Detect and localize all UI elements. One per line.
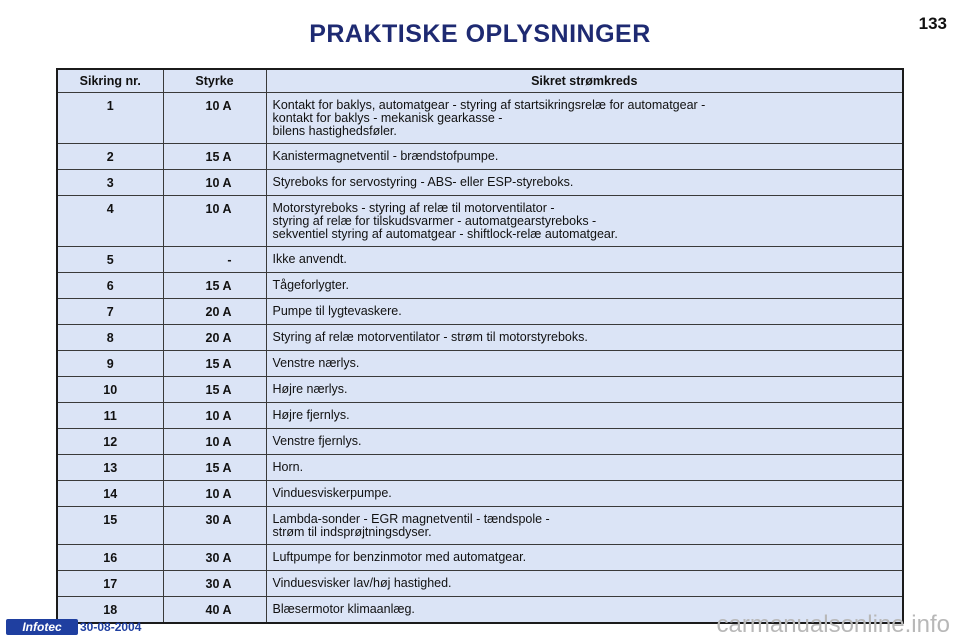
circuit-description-cell: Horn. [266,455,903,481]
table-row [57,545,903,571]
amperage-cell: 20 A [163,325,266,351]
amperage-cell: 15 A [163,273,266,299]
table-header-row [57,69,903,93]
amperage-cell: 30 A [163,571,266,597]
table-row [57,325,903,351]
fuse-number-cell: 17 [57,571,163,597]
fuse-number-cell: 12 [57,429,163,455]
amperage-cell: - [163,247,266,273]
circuit-description-cell: Tågeforlygter. [266,273,903,299]
fuse-number-cell: 13 [57,455,163,481]
amperage-cell: 10 A [163,481,266,507]
circuit-description-cell: Kanistermagnetventil - brændstofpumpe. [266,144,903,170]
table-row [57,429,903,455]
header-protected-circuit: Sikret strømkreds [266,69,903,93]
fuse-number-cell: 3 [57,170,163,196]
amperage-cell: 40 A [163,597,266,624]
table-row [57,507,903,545]
page-title: PRAKTISKE OPLYSNINGER [309,20,651,48]
fuse-table-body [57,93,903,624]
amperage-cell: 15 A [163,351,266,377]
circuit-description-cell: Ikke anvendt. [266,247,903,273]
fuse-number-cell: 2 [57,144,163,170]
amperage-cell: 10 A [163,170,266,196]
circuit-description-cell: Lambda-sonder - EGR magnetventil - tændspole - strøm til indsprøjtningsdyser. [266,507,903,545]
amperage-cell: 20 A [163,299,266,325]
watermark: carmanualsonline.info [716,611,950,638]
fuse-number-cell: 8 [57,325,163,351]
fuse-number-cell: 15 [57,507,163,545]
circuit-description-cell: Blæsermotor klimaanlæg. [266,597,903,624]
fuse-number-cell: 18 [57,597,163,624]
fuse-number-cell: 11 [57,403,163,429]
fuse-table [56,68,904,624]
circuit-description-cell: Styreboks for servostyring - ABS- eller ESP-styreboks. [266,170,903,196]
fuse-number-cell: 14 [57,481,163,507]
circuit-description-cell: Kontakt for baklys, automatgear - styring af startsikringsrelæ for automatgear - kontakt for baklys - mekanisk gearkasse - bilens hastighedsføler. [266,93,903,144]
fuse-number-cell: 4 [57,196,163,247]
table-row [57,377,903,403]
amperage-cell: 10 A [163,196,266,247]
header-amperage: Styrke [163,69,266,93]
amperage-cell: 10 A [163,93,266,144]
amperage-cell: 15 A [163,455,266,481]
fuse-number-cell: 9 [57,351,163,377]
table-row [57,196,903,247]
amperage-cell: 15 A [163,144,266,170]
fuse-number-cell: 16 [57,545,163,571]
table-row [57,247,903,273]
fuse-number-cell: 10 [57,377,163,403]
footer-date: 30-08-2004 [80,620,142,634]
fuse-number-cell: 1 [57,93,163,144]
circuit-description-cell: Venstre nærlys. [266,351,903,377]
amperage-cell: 10 A [163,403,266,429]
table-row [57,403,903,429]
table-row [57,170,903,196]
circuit-description-cell: Højre nærlys. [266,377,903,403]
fuse-number-cell: 7 [57,299,163,325]
circuit-description-cell: Luftpumpe for benzinmotor med automatgear. [266,545,903,571]
circuit-description-cell: Pumpe til lygtevaskere. [266,299,903,325]
fuse-number-cell: 5 [57,247,163,273]
table-row [57,571,903,597]
amperage-cell: 30 A [163,545,266,571]
circuit-description-cell: Motorstyreboks - styring af relæ til motorventilator - styring af relæ for tilskudsvarmer - automatgearstyreboks - sekventiel styring af automatgear - shiftlock-relæ automatgear. [266,196,903,247]
table-row [57,351,903,377]
table-row [57,144,903,170]
table-row [57,455,903,481]
infotec-logo: Infotec [6,619,78,635]
circuit-description-cell: Vinduesviskerpumpe. [266,481,903,507]
amperage-cell: 30 A [163,507,266,545]
header-fuse-number: Sikring nr. [57,69,163,93]
amperage-cell: 15 A [163,377,266,403]
table-row [57,299,903,325]
table-row [57,481,903,507]
circuit-description-cell: Højre fjernlys. [266,403,903,429]
amperage-cell: 10 A [163,429,266,455]
table-row [57,93,903,144]
circuit-description-cell: Venstre fjernlys. [266,429,903,455]
circuit-description-cell: Vinduesvisker lav/høj hastighed. [266,571,903,597]
page-number: 133 [918,14,947,33]
circuit-description-cell: Styring af relæ motorventilator - strøm til motorstyreboks. [266,325,903,351]
fuse-number-cell: 6 [57,273,163,299]
table-row [57,273,903,299]
